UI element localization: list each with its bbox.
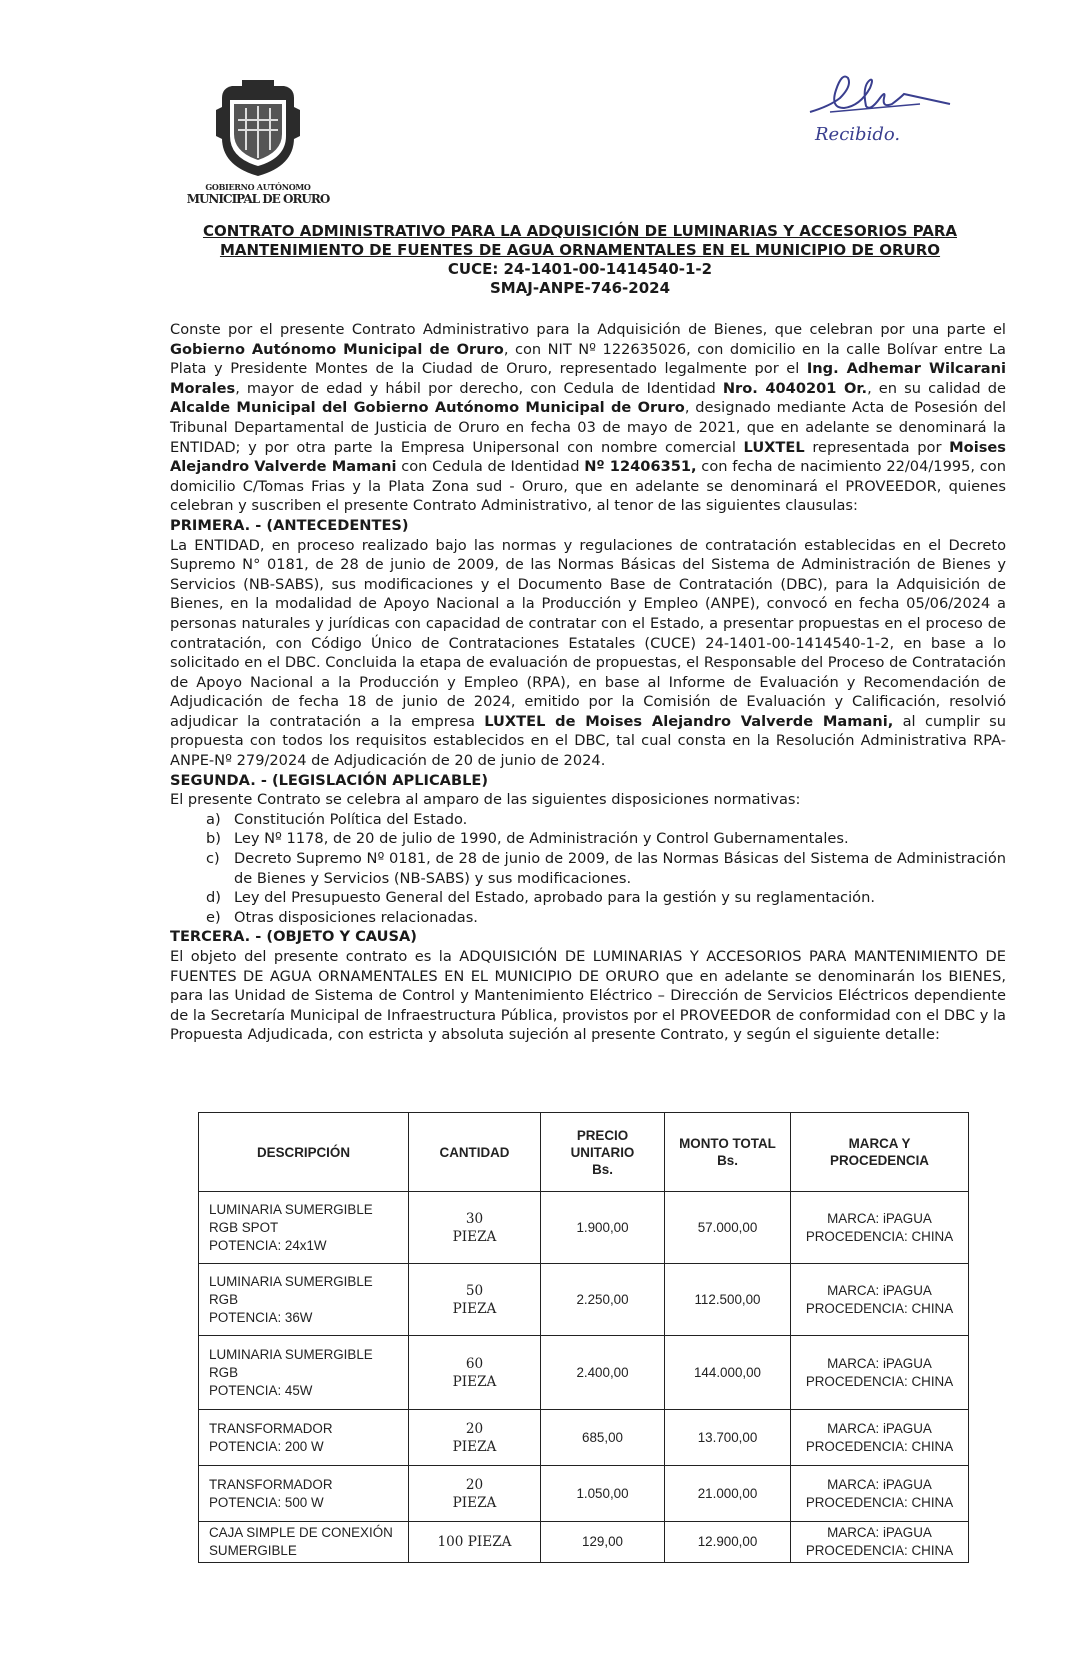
table-row [199,1336,969,1410]
cell-description: TRANSFORMADOR POTENCIA: 200 W [199,1410,409,1466]
crest-emblem-icon [216,80,300,180]
cell-total-amount: 21.000,00 [665,1466,791,1522]
cell-total-amount: 57.000,00 [665,1192,791,1264]
contract-title-block [150,222,1010,298]
cell-unit-price: 1.900,00 [541,1192,665,1264]
cell-brand-origin: MARCA: iPAGUA PROCEDENCIA: CHINA [791,1410,969,1466]
cell-total-amount: 13.700,00 [665,1410,791,1466]
clause-segunda-intro: El presente Contrato se celebra al amparo de las siguientes disposiciones normativas: [170,791,801,809]
clause-segunda-heading: SEGUNDA. - (LEGISLACIÓN APLICABLE) [170,771,489,789]
header-description: DESCRIPCIÓN [199,1113,409,1192]
received-stamp-text: Recibido. [815,124,901,145]
table-row [199,1466,969,1522]
header-brand-origin: MARCA Y PROCEDENCIA [791,1113,969,1192]
cell-quantity: 30 PIEZA [409,1192,541,1264]
header-quantity: CANTIDAD [409,1113,541,1192]
cell-brand-origin: MARCA: iPAGUA PROCEDENCIA: CHINA [791,1192,969,1264]
legislation-item: d) Ley del Presupuesto General del Estado, aprobado para la gestión y su reglamentación. [206,889,875,907]
cell-description: LUMINARIA SUMERGIBLE RGB POTENCIA: 36W [199,1264,409,1336]
table-row [199,1410,969,1466]
goods-table [198,1112,969,1563]
cell-total-amount: 12.900,00 [665,1522,791,1563]
cell-description: LUMINARIA SUMERGIBLE RGB POTENCIA: 45W [199,1336,409,1410]
cell-quantity: 50 PIEZA [409,1264,541,1336]
legislation-item: a) Constitución Política del Estado. [206,810,468,828]
legislation-item: e) Otras disposiciones relacionadas. [206,908,478,926]
clause-primera-text: La ENTIDAD, en proceso realizado bajo las normas y regulaciones de contratación establecidas en el Decreto Supremo N° 0181, de 28 de junio de 2009, de las Normas Básicas del Sistema de Administración de Bienes y Servicios (NB-SABS), sus modificaciones y el Documento Base de Contratación (DBC), para la Adquisición de Bienes, en la modalidad de Apoyo Nacional a la Producción y Empleo (ANPE), convocó en fecha 05/06/2024 a personas naturales y jurídicas con capacidad de contratar con el Estado, a presentar propuestas en el proceso de contratación, con Código Único de Contrataciones Estatales (CUCE) 24-1401-00-1414540-1-2, en base a lo solicitado en el DBC. Concluida la etapa de evaluación de propuestas, el Responsable del Proceso de Contratación de Apoyo Nacional a la Producción y Empleo (RPA), en base al Informe de Evaluación y Recomendación de Adjudicación de fecha 18 de junio de 2024, emitido por la Comisión de Evaluación y Calificación, resolvió adjudicar la contratación a la empresa LUXTEL de Moises Alejandro Valverde Mamani, al cumplir su propuesta con todos los requisitos establecidos en el DBC, tal cual consta en la Resolución Administrativa RPA-ANPE-Nº 279/2024 de Adjudicación de 20 de junio de 2024. [170,536,1006,770]
cell-unit-price: 685,00 [541,1410,665,1466]
clause-tercera-text: El objeto del presente contrato es la ADQUISICIÓN DE LUMINARIAS Y ACCESORIOS PARA MANTENIMIENTO DE FUENTES DE AGUA ORNAMENTALES EN EL MUNICIPIO DE ORURO que en adelante se denominarán los BIENES, para las Unidad de Sistema de Control y Mantenimiento Eléctrico – Dirección de Servicios Eléctricos dependiente de la Secretaría Municipal de Infraestructura Pública, provistos por el PROVEEDOR de conformidad con el DBC y la Propuesta Adjudicada, con estricta y absoluta sujeción al presente Contrato, y según el siguiente detalle: [170,948,1006,1044]
crest-caption-bottom: MUNICIPAL DE ORURO [186,192,330,206]
cell-unit-price: 2.400,00 [541,1336,665,1410]
handwritten-signature [800,68,970,128]
cell-quantity: 60 PIEZA [409,1336,541,1410]
cell-description: TRANSFORMADOR POTENCIA: 500 W [199,1466,409,1522]
contract-title-line-2: MANTENIMIENTO DE FUENTES DE AGUA ORNAMENTALES EN EL MUNICIPIO DE ORURO [219,241,941,259]
table-row [199,1192,969,1264]
header-total-amount: MONTO TOTAL Bs. [665,1113,791,1192]
cell-brand-origin: MARCA: iPAGUA PROCEDENCIA: CHINA [791,1466,969,1522]
cell-total-amount: 112.500,00 [665,1264,791,1336]
cuce-code: CUCE: 24-1401-00-1414540-1-2 [447,260,713,278]
contract-title-line-1: CONTRATO ADMINISTRATIVO PARA LA ADQUISICIÓN DE LUMINARIAS Y ACCESORIOS PARA [202,222,958,240]
cell-unit-price: 129,00 [541,1522,665,1563]
cell-quantity: 20 PIEZA [409,1410,541,1466]
municipal-crest [168,80,348,210]
contract-reference: SMAJ-ANPE-746-2024 [489,279,671,297]
header-unit-price: PRECIO UNITARIO Bs. [541,1113,665,1192]
table-row [199,1522,969,1563]
legislation-list [170,810,1006,928]
legislation-item: b) Ley Nº 1178, de 20 de julio de 1990, de Administración y Control Gubernamentales. [206,830,849,848]
crest-caption-top: GOBIERNO AUTÓNOMO [205,182,311,192]
cell-quantity: 20 PIEZA [409,1466,541,1522]
cell-quantity: 100 PIEZA [409,1522,541,1563]
cell-description: CAJA SIMPLE DE CONEXIÓN SUMERGIBLE [199,1522,409,1563]
cell-unit-price: 1.050,00 [541,1466,665,1522]
cell-description: LUMINARIA SUMERGIBLE RGB SPOT POTENCIA: 24x1W [199,1192,409,1264]
cell-brand-origin: MARCA: iPAGUA PROCEDENCIA: CHINA [791,1522,969,1563]
table-row [199,1264,969,1336]
cell-brand-origin: MARCA: iPAGUA PROCEDENCIA: CHINA [791,1336,969,1410]
clause-tercera-heading: TERCERA. - (OBJETO Y CAUSA) [170,928,417,946]
table-header-row [199,1113,969,1192]
contract-body [170,320,1006,1045]
legislation-item: c) Decreto Supremo Nº 0181, de 28 de junio de 2009, de las Normas Básicas del Sistema de Administración de Bienes y Servicios (NB-SABS) y sus modificaciones. [206,850,1006,887]
cell-brand-origin: MARCA: iPAGUA PROCEDENCIA: CHINA [791,1264,969,1336]
cell-unit-price: 2.250,00 [541,1264,665,1336]
cell-total-amount: 144.000,00 [665,1336,791,1410]
intro-paragraph: Conste por el presente Contrato Administrativo para la Adquisición de Bienes, que celebran por una parte el Gobierno Autónomo Municipal de Oruro, con NIT Nº 122635026, con domicilio en la calle Bolívar entre La Plata y Presidente Montes de la Ciudad de Oruro, representado legalmente por el Ing. Adhemar Wilcarani Morales, mayor de edad y hábil por derecho, con Cedula de Identidad Nro. 4040201 Or., en su calidad de Alcalde Municipal del Gobierno Autónomo Municipal de Oruro, designado mediante Acta de Posesión del Tribunal Departamental de Justicia de Oruro en fecha 03 de mayo de 2021, que en adelante se denominará la ENTIDAD; y por otra parte la Empresa Unipersonal con nombre comercial LUXTEL representada por Moises Alejandro Valverde Mamani con Cedula de Identidad Nº 12406351, con fecha de nacimiento 22/04/1995, con domicilio C/Tomas Frias y la Plata Zona sud - Oruro, que en adelante se denominará el PROVEEDOR, quienes celebran y suscriben el presente Contrato Administrativo, al tenor de las siguientes clausulas: [170,321,1007,515]
clause-primera-heading: PRIMERA. - (ANTECEDENTES) [170,516,409,534]
